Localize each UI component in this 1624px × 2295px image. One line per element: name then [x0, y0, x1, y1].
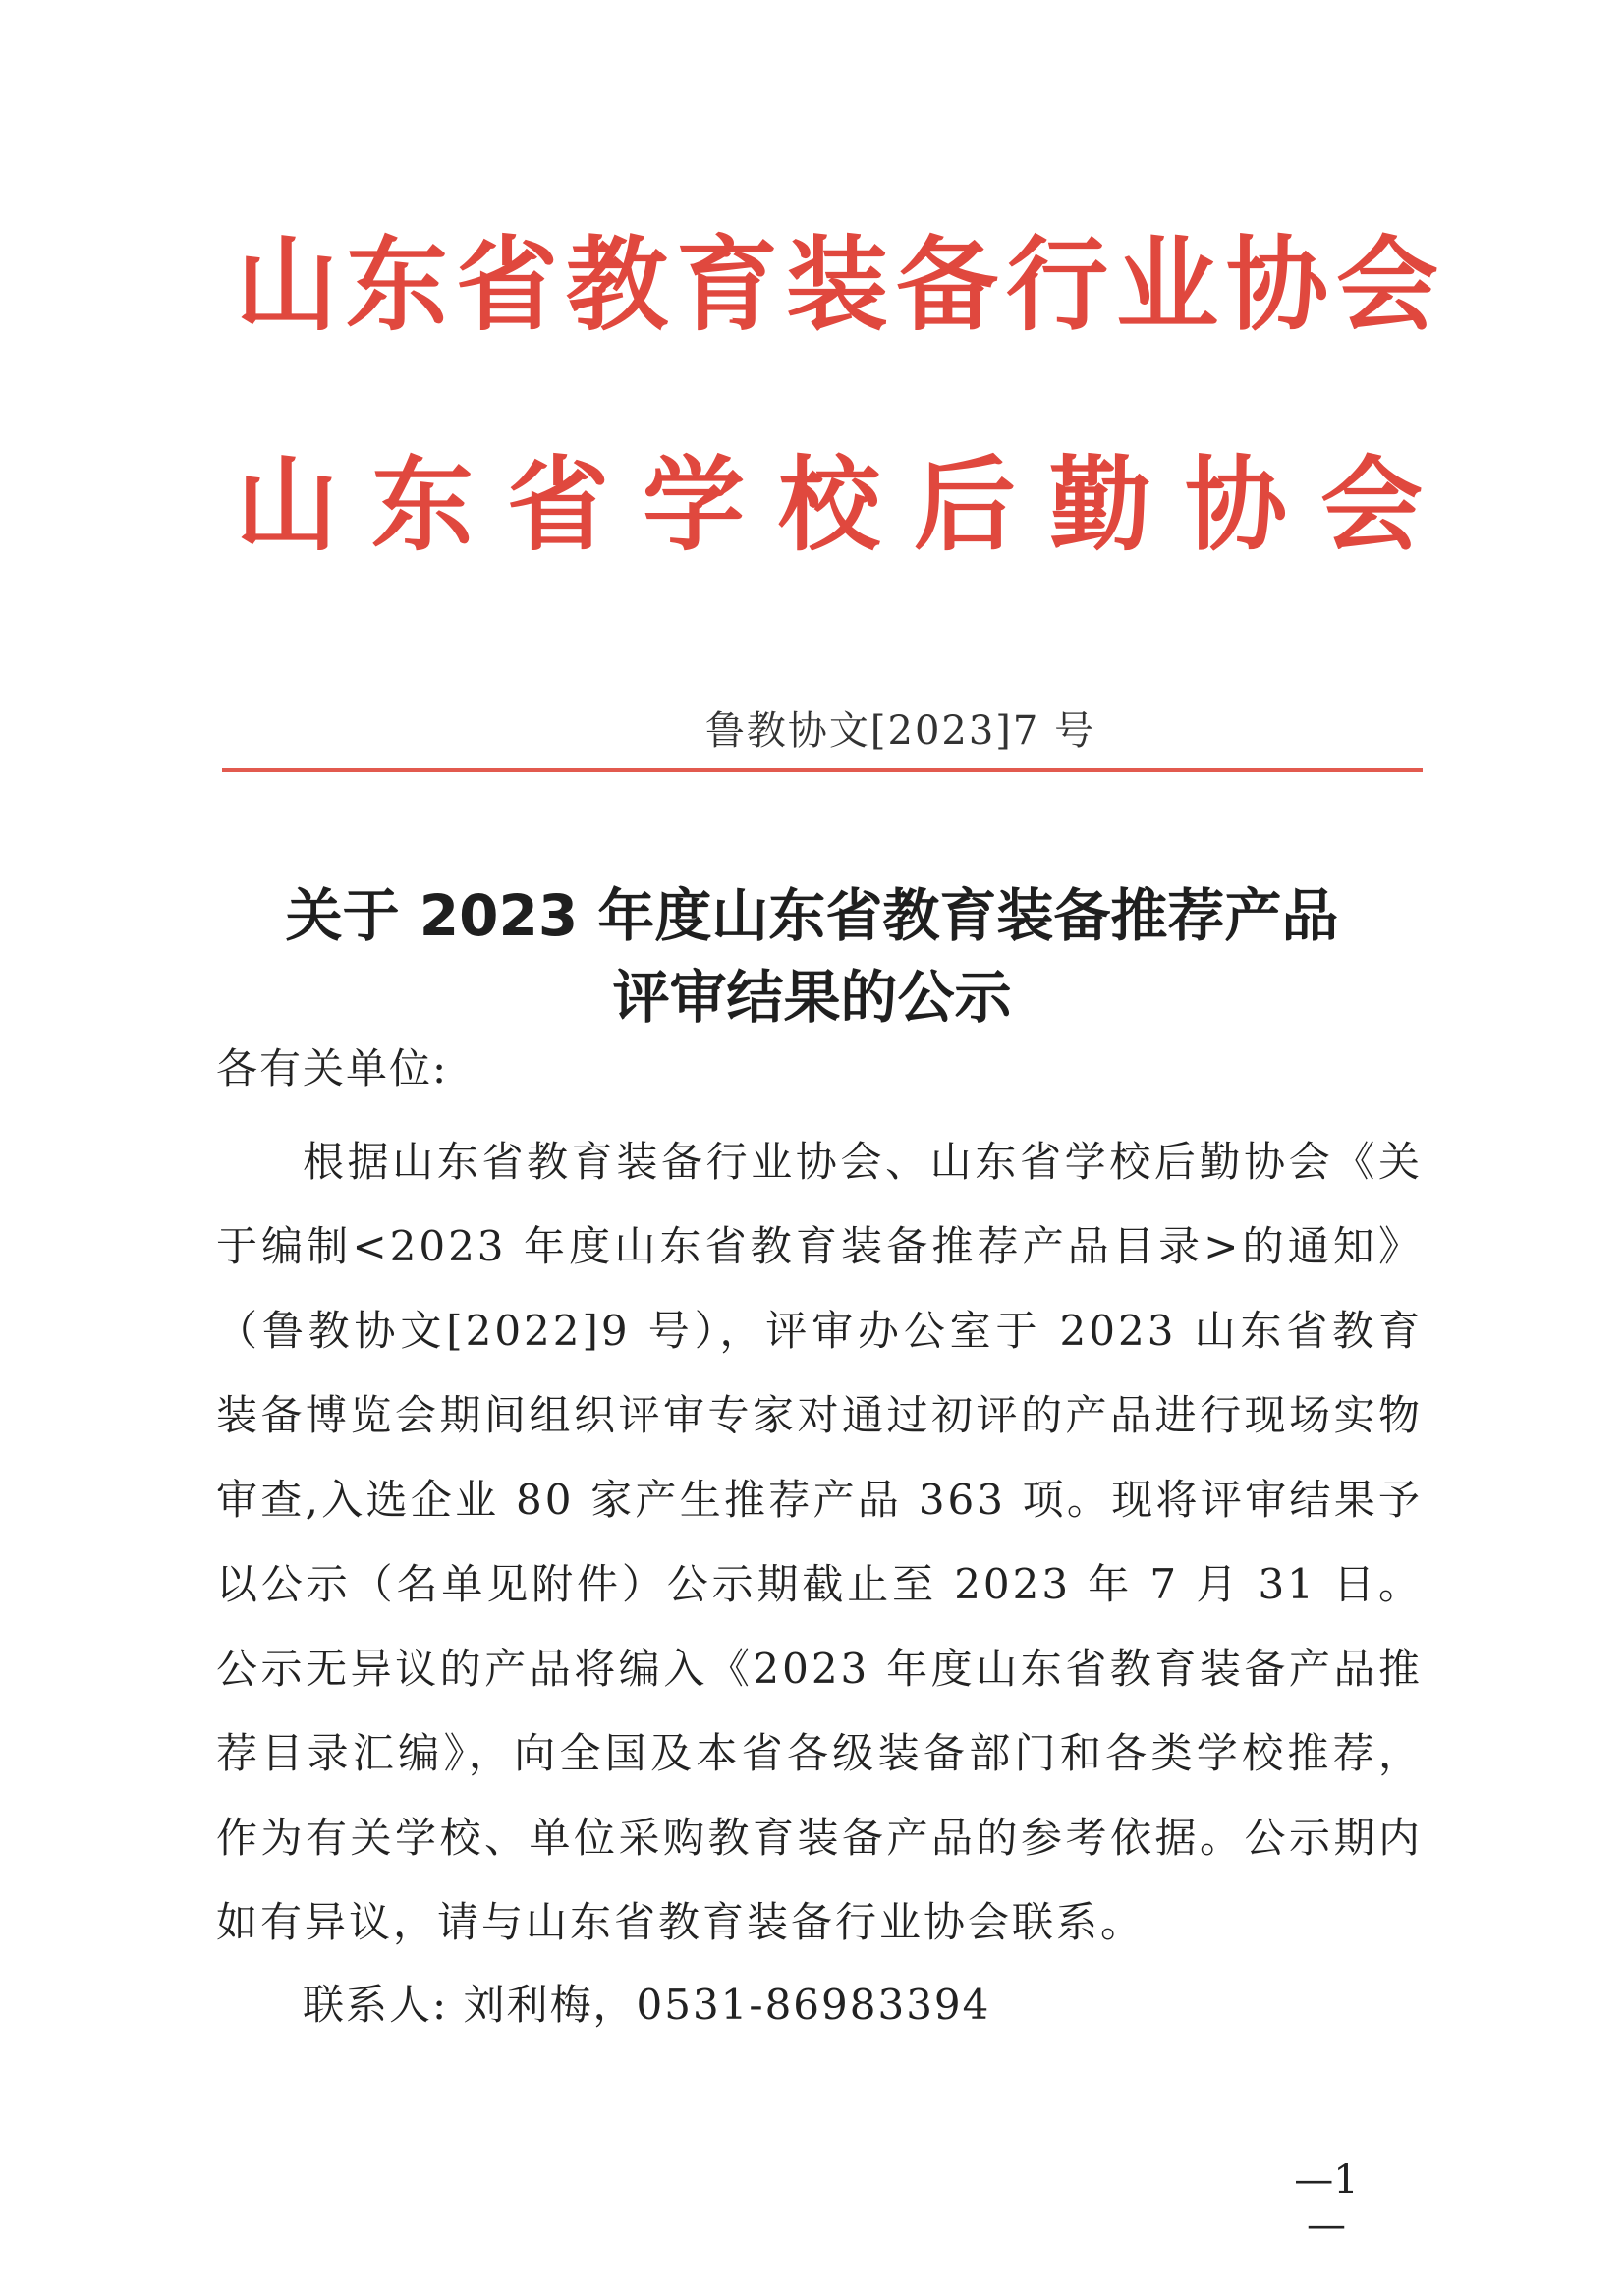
notice-title-line-2: 评审结果的公示: [612, 964, 1012, 1031]
issuer-name-education-equipment-association: 山东省教育装备行业协会: [236, 225, 1447, 345]
page-number: —1—: [1294, 2157, 1359, 2248]
issuer-name-school-logistics-association: 山东省学校后勤协会: [236, 445, 1457, 565]
letterhead-divider: [222, 768, 1423, 772]
notice-body-paragraph: 根据山东省教育装备行业协会、山东省学校后勤协会《关于编制<2023 年度山东省教育装备推荐产品目录>的通知》（鲁教协文[2022]9 号），评审办公室于 2023 山东省教育装备博览会期间组织评审专家对通过初评的产品进行现场实物审查,入选企业 80 家产生推荐产品 363 项。现将评审结果予以公示（名单见附件）公示期截止至 2023 年 7 月 31 日。公示无异议的产品将编入《2023 年度山东省教育装备产品推荐目录汇编》，向全国及本省各级装备部门和各类学校推荐，作为有关学校、单位采购教育装备产品的参考依据。公示期内如有异议，请与山东省教育装备行业协会联系。: [216, 1138, 1423, 1946]
contact-line: 联系人: 刘利梅，0531-86983394: [303, 1981, 991, 2029]
notice-title-line-1: 关于 2023 年度山东省教育装备推荐产品: [285, 882, 1339, 949]
salutation: 各有关单位:: [216, 1044, 449, 1092]
document-number: 鲁教协文[2023]7 号: [704, 708, 1096, 754]
